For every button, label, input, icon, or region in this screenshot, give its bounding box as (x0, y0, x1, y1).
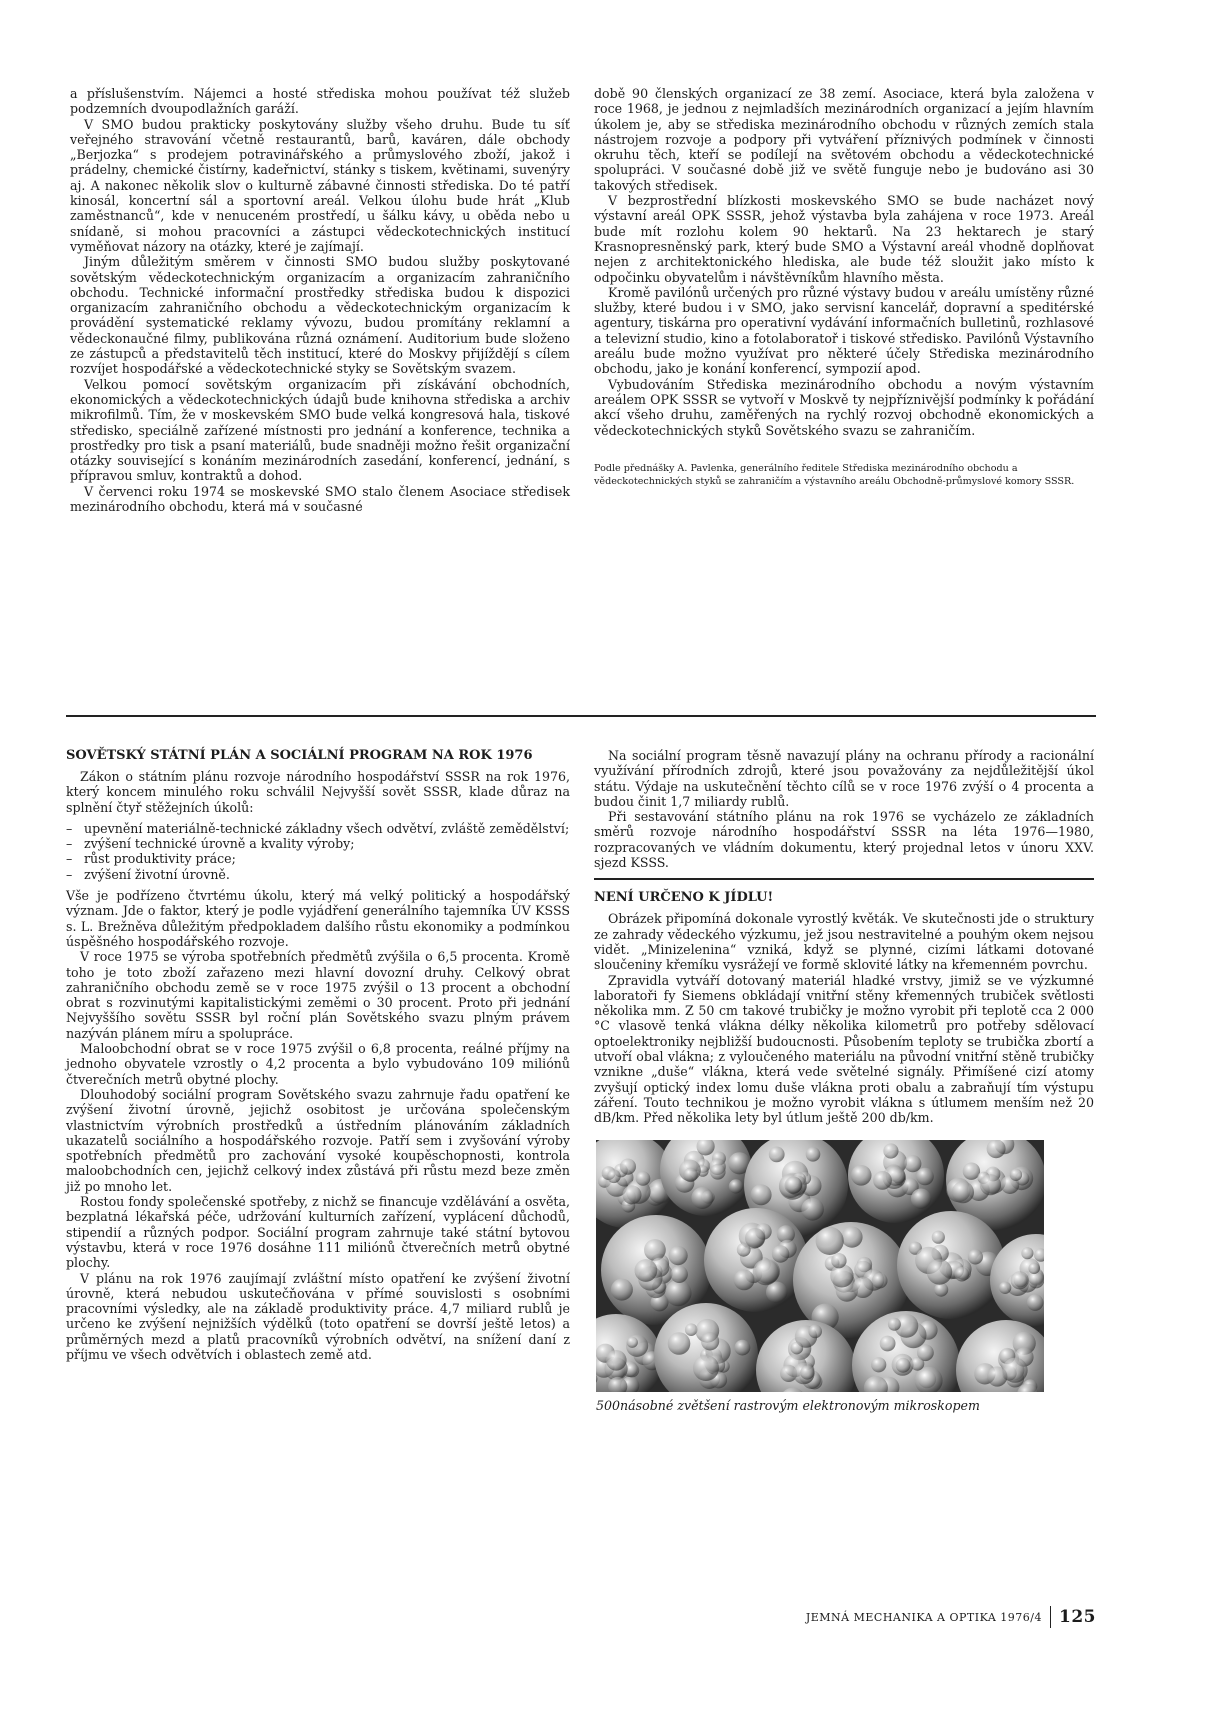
texture-nub (607, 1169, 621, 1183)
texture-nub (851, 1165, 872, 1186)
paragraph: Při sestavování státního plánu na rok 1976 se vycházelo ze základních směrů rozvoje národního hospodářství SSSR na léta 1976—1980, rozpracovaných ve vládním dokumentu, který projednal letos v únoru XXV. sjezd KSSS. (594, 809, 1094, 871)
paragraph: Obrázek připomíná dokonale vyrostlý květák. Ve skutečnosti jde o struktury ze zahrady vědeckého výzkumu, jež jsou nestravitelné a pouhým okem nejsou vidět. „Minizelenina“ vzniká, když se plynné, cizími látkami dotované sloučeniny křemíku vysrážejí ve formě sklovité látky na křemenném povrchu. (594, 911, 1094, 973)
texture-nub (1028, 1262, 1039, 1273)
texture-nub (871, 1357, 886, 1372)
texture-nub (751, 1184, 772, 1205)
list-item: – růst produktivity práce; (66, 851, 570, 866)
texture-nub (911, 1356, 925, 1370)
texture-nub (636, 1171, 651, 1186)
paragraph: době 90 členských organizací ze 38 zemí. Asociace, která byla založena v roce 1968, je jednou z nejmladších mezinárodních organizací a jejím hlavním úkolem je, aby se střediska mezinárodního obchodu v různých zemích stala nástrojem rozvoje a podpory při vytváření příznivých podmínek v činnosti okruhu těch, kteří se podílejí na světovém obchodu a vědeckotechnické spolupráci. V současné době již ve světě funguje nebo je budováno asi 30 takových středisek. (594, 86, 1094, 193)
texture-nub (627, 1336, 638, 1347)
texture-nub (606, 1350, 627, 1371)
texture-nub (801, 1198, 824, 1221)
journal-name: JEMNÁ MECHANIKA A OPTIKA 1976/4 (805, 1610, 1042, 1624)
texture-nub (1021, 1247, 1033, 1259)
texture-nub (769, 1146, 785, 1162)
texture-nub (873, 1171, 892, 1190)
texture-nub (671, 1265, 688, 1282)
footer-separator (1050, 1606, 1051, 1628)
texture-nub (904, 1155, 921, 1172)
texture-nub (932, 1230, 945, 1243)
texture-nub (808, 1324, 822, 1338)
texture-nub (772, 1245, 789, 1262)
texture-nub (800, 1365, 814, 1379)
texture-nub (883, 1143, 898, 1158)
texture-nub (623, 1185, 642, 1204)
texture-nub (693, 1355, 719, 1381)
paragraph: V plánu na rok 1976 zaujímají zvláštní místo opatření ke zvýšení životní úrovně, která nebudou uskutečňována v přímé souvislosti s osobními pracovními výsledky, ale na základě produktivity práce. 4,7 miliard rublů je určeno ke zvýšení nejnižších výdělků (toto opatření se dovrší ještě letos) a průměrných mezd a platů pracovníků výrobních odvětví, na snížení daní z příjmu ve všech odvětvích i oblastech země atd. (66, 1270, 570, 1362)
texture-nub (611, 1278, 633, 1300)
texture-nub (785, 1176, 803, 1194)
paragraph: Na sociální program těsně navazují plány na ochranu přírody a racionální využívání přírodních zdrojů, které jsou považovány za nejdůležitější úkol státu. Výdaje na uskutečnění těchto cílů se v roce 1976 zvýší o 4 procenta a budou činit 1,7 miliardy rublů. (594, 748, 1094, 809)
texture-nub (735, 1339, 751, 1355)
list-item: – upevnění materiálně-technické základny všech odvětví, zvláště zemědělství; (66, 821, 570, 836)
texture-nub (927, 1259, 952, 1284)
texture-nub (880, 1335, 896, 1351)
paragraph: Velkou pomocí sovětským organizacím při získávání obchodních, ekonomických a vědeckotechnických údajů bude knihovna střediska a archiv mikrofilmů. Tím, že v moskevském SMO bude velká kongresová hala, tiskové středisko, speciálně zařízené místnosti pro jednání a konference, technika a prostředky pro tisk a psaní materiálů, bude snadněji možno řešit organizační otázky související s konáním mezinárodních zasedání, konferencí, jednání, s přípravou smluv, kontraktů a dohod. (70, 376, 570, 484)
texture-nub (669, 1246, 688, 1265)
texture-nub (753, 1259, 779, 1285)
list-item: – zvýšení technické úrovně a kvality výroby; (66, 836, 570, 851)
texture-nub (955, 1266, 970, 1281)
texture-nub (934, 1282, 948, 1296)
texture-nub (1028, 1271, 1044, 1288)
texture-nub (683, 1167, 697, 1181)
texture-nub (831, 1253, 846, 1268)
texture-nub (1011, 1271, 1029, 1289)
texture-nub (987, 1140, 1006, 1158)
texture-nub (710, 1164, 726, 1180)
texture-nub (896, 1357, 911, 1372)
paragraph: Dlouhodobý sociální program Sovětského svazu zahrnuje řadu opatření ke zvýšení životní úrovně, jejichž osobitost je určována společenským vlastnictvím výrobních prostředků a ústředním plánováním základních ukazatelů sociálního a hospodářského rozvoje. Patří sem i zvyšování výroby spotřebních předmětů pro zachování vysoké koupěschopnosti, kontrola maloobchodních cen, jejichž celkový index zůstává při růstu mezd beze změn již po mnoho let. (66, 1086, 570, 1194)
list-item: – zvýšení životní úrovně. (66, 867, 570, 882)
article2-column (66, 748, 570, 1362)
texture-nub (729, 1179, 743, 1193)
texture-nub (999, 1281, 1011, 1293)
texture-nub (665, 1279, 691, 1305)
goals-list (66, 821, 570, 882)
paragraph: a příslušenstvím. Nájemci a hosté střediska mohou používat též služeb podzemních dvoupodlažních garáží. (70, 86, 570, 117)
paragraph: Rostou fondy společenské spotřeby, z nichž se financuje vzdělávání a osvěta, bezplatná lékařská péče, udržování kulturních zařízení, vyplácení důchodů, stipendií a různých podpor. Sociální program zahrnuje také státní bytovou výstavbu, která v roce 1976 dosáhne 111 miliónů čtverečních metrů obytné plochy. (66, 1194, 570, 1271)
texture-nub (841, 1226, 862, 1247)
paragraph: Jiným důležitým směrem v činnosti SMO budou služby poskytované sovětským vědeckotechnickým organizacím a organizacím zahraničního obchodu. Technické informační prostředky střediska budou k dispozici organizacím zahraničního obchodu a vědeckotechnickým organizacím k provádění systematické reklamy vývozu, budou promítány reklamní a vědeckonaučné filmy, publikována různá oznámení. Auditorium bude složeno ze zástupců a představitelů těch institucí, které do Moskvy přijíždějí s cílem rozvíjet hospodářské a vědeckotechnické styky se Sovětským svazem. (70, 254, 570, 377)
source-note: Podle přednášky A. Pavlenka, generálního ředitele Střediska mezinárodního obchodu a vědeckotechnických styků se zahraničím a výstavního areálu Obchodně-průmyslové komory SSSR. (594, 462, 1075, 487)
page-footer (806, 1606, 1096, 1628)
texture-nub (968, 1249, 983, 1264)
texture-nub (1003, 1357, 1028, 1382)
section-divider (66, 715, 1096, 717)
article1-right-column (594, 86, 1094, 488)
texture-nub (952, 1181, 974, 1203)
texture-nub (1027, 1294, 1044, 1311)
paragraph: Vybudováním Střediska mezinárodního obchodu a novým výstavním areálem OPK SSSR se vytvoří v Moskvě ty nejpříznivější podmínky k pořádání akcí všeho druhu, zaměřených na rychlý rozvoj obchodně ekonomických a vědeckotechnických styků Sovětského svazu se zahraničím. (594, 376, 1094, 438)
article2-title: SOVĚTSKÝ STÁTNÍ PLÁN A SOCIÁLNÍ PROGRAM NA ROK 1976 (66, 748, 533, 763)
paragraph: Vše je podřízeno čtvrtému úkolu, který má velký politický a hospodářský význam. Jde o faktor, který je podle vyjádření generálního tajemníka ÚV KSSS s. L. Brežněva důležitým předpokladem dalšího růstu ekonomiky a podmínkou úspěšného hospodářského rozvoje. (66, 888, 570, 949)
paragraph: Zpravidla vytváří dotovaný materiál hladké vrstvy, jimiž se ve výzkumné laboratoři fy Siemens obkládají vnitřní stěny křemenných trubiček světlosti několika mm. Z 50 cm takové trubičky je možno vyrobit při teplotě cca 2 000 °C vlasově tenká vlákna délky několika kilometrů pro potřeby sdělovací optoelektroniky nejbližší budoucnosti. Působením teploty se trubička zbortí a utvoří obal vlákna; z vyloučeného materiálu na původní vnitřní stěně trubičky vznikne „duše“ vlákna, která vede světelné signály. Přimíšené cizí atomy zvyšují optický index lomu duše vlákna proti obalu a zabraňují tím výstupu záření. Touto technikou je možno vyrobit vlákna s útlumem menším než 20 dB/km. Před několika lety byl útlum ještě 200 db/km. (594, 972, 1094, 1126)
paragraph: V červenci roku 1974 se moskevské SMO stalo členem Asociace středisek mezinárodního obchodu, která má v současné (70, 483, 570, 515)
texture-nub (737, 1242, 751, 1256)
texture-nub (668, 1332, 691, 1355)
paragraph: V SMO budou prakticky poskytovány služby všeho druhu. Bude tu síť veřejného stravování včetně restaurantů, barů, kaváren, dále obchody „Berjozka“ s prodejem potravinářského a průmyslového zboží, jakož i prádelny, chemické čistírny, kadeřnictví, stánky s tiskem, květinami, suvenýry aj. A nakonec několik slov o kulturně zábavné činnosti střediska. Do té patří kinosál, koncertní sál a sportovní areál. Velkou úlohu bude hrát „Klub zaměstnanců“, kde v nenuceném prostředí, u šálku kávy, u oběda nebo u snídaně, si mohou pracovníci a zástupci vědeckotechnických institucí vyměňovat názory na otázky, které je zajímají. (70, 116, 570, 254)
texture-nub (620, 1158, 636, 1174)
texture-nub (701, 1332, 719, 1350)
paragraph: Maloobchodní obrat se v roce 1975 zvýšil o 6,8 procenta, reálné příjmy na jednoho obyvatele vzrostly o 4,2 procenta a bylo vybudováno 109 miliónů čtverečních metrů obytné plochy. (66, 1041, 570, 1087)
texture-nub (1010, 1168, 1022, 1180)
texture-nub (911, 1188, 931, 1208)
article2-3-column (594, 748, 1094, 1413)
section-divider (594, 878, 1094, 880)
texture-nub (691, 1187, 713, 1209)
paragraph: Kromě pavilónů určených pro různé výstavy budou v areálu umístěny různé služby, které budou i v SMO, jako servisní kancelář, dopravní a speditérské agentury, tiskárna pro operativní vydávání informačních bulletinů, rozhlasové a televizní studio, kino a fotolaboratoř i tiskové středisko. Pavilónů Výstavního areálu bude možno využívat pro některé účely Střediska mezinárodního obchodu, jako je konání konferencí, sympozií apod. (594, 284, 1094, 377)
texture-nub (635, 1259, 658, 1282)
texture-nub (916, 1167, 934, 1185)
texture-nub (980, 1174, 1001, 1195)
texture-nub (816, 1226, 844, 1254)
sem-micrograph-photo (596, 1140, 1044, 1392)
texture-nub (872, 1272, 888, 1288)
article2-intro: Zákon o státním plánu rozvoje národního hospodářství SSSR na rok 1976, který koncem minulého roku schválil Nejvyšší sovět SSSR, klade důraz na splnění čtyř stěžejních úkolů: (66, 769, 570, 815)
paragraph: V roce 1975 se výroba spotřebních předmětů zvýšila o 6,5 procenta. Kromě toho je toto zboží zařazeno mezi hlavní dovozní druhy. Celkový obrat zahraničního obchodu země se v roce 1975 zvýšil o 13 procent a obchodní obrat s rozvinutými kapitalistickými zeměmi o 30 procent. Proto při jednání Nejvyššího sovětu SSSR byl roční plán Sovětského svazu plným právem nazýván plánem míru a spolupráce. (66, 949, 570, 1041)
texture-nub (853, 1277, 874, 1298)
article3-title: NENÍ URČENO K JÍDLU! (594, 890, 774, 906)
texture-nub (791, 1341, 804, 1354)
texture-nub (734, 1269, 755, 1290)
paragraph: V bezprostřední blízkosti moskevského SMO se bude nacházet nový výstavní areál OPK SSSR, jehož výstavba byla zahájena v roce 1973. Areál bude mít rozlohu kolem 90 hektarů. Na 23 hektarech je starý Krasnopresněnský park, který bude SMO a Výstavní areál vhodně doplňovat nejen z architektonického hlediska, ale bude též sloužit jako místo k odpočinku obyvatelům i návštěvníkům hlavního města. (594, 193, 1094, 285)
photo-caption: 500násobné zvětšení rastrovým elektronovým mikroskopem (596, 1397, 980, 1413)
texture-nub (806, 1147, 821, 1162)
page-number: 125 (1059, 1607, 1096, 1627)
texture-nub (644, 1239, 666, 1261)
texture-nub (888, 1317, 901, 1330)
article1-left-column (70, 86, 570, 514)
